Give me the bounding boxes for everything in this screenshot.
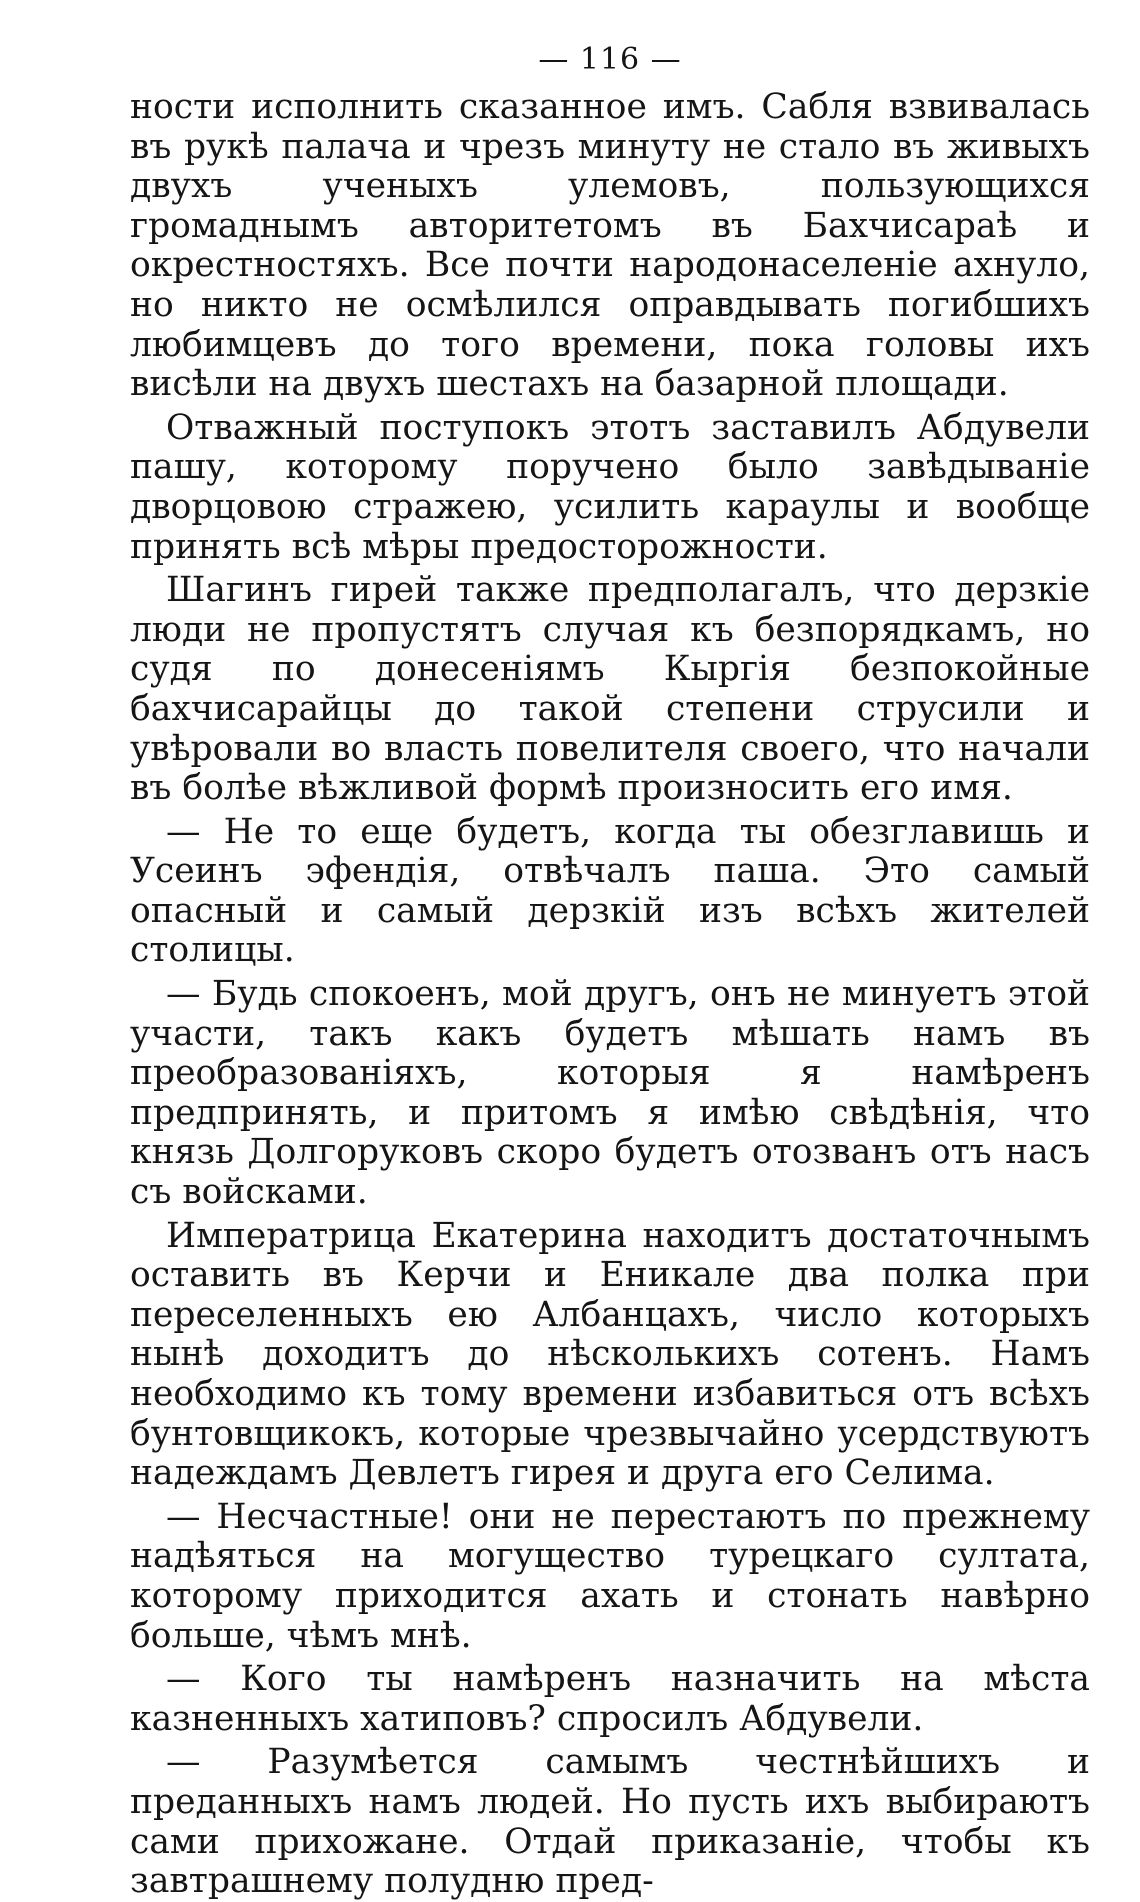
paragraph-continuation: ности исполнить сказанное имъ. Сабля взвивалась въ рукѣ палача и чрезъ минуту не стало въ живыхъ двухъ ученыхъ улемовъ, пользующихся громаднымъ авторитетомъ въ Бахчисараѣ и окрестностяхъ. Все почти народонаселеніе ахнуло, но никто не осмѣлился оправдывать погибшихъ любимцевъ до того времени, пока головы ихъ висѣли на двухъ шестахъ на базарной площади. [130, 87, 1090, 405]
paragraph: Отважный поступокъ этотъ заставилъ Абдувели пашу, которому поручено было завѣдываніе дворцовою стражею, усилить караулы и вообще принять всѣ мѣры предосторожности. [130, 407, 1090, 567]
paragraph: Императрица Екатерина находитъ достаточнымъ оставить въ Керчи и Еникале два полка при переселенныхъ ею Албанцахъ, число которыхъ нынѣ доходитъ до нѣсколькихъ сотенъ. Намъ необходимо къ тому времени избавиться отъ всѣхъ бунтовщикокъ, которые чрезвычайно усердствуютъ надеждамъ Девлетъ гирея и друга его Селима. [130, 1215, 1090, 1494]
book-page [130, 40, 1090, 1902]
dialogue-paragraph: — Разумѣется самымъ честнѣйшихъ и преданныхъ намъ людей. Но пусть ихъ выбираютъ сами прихожане. Отдай приказаніе, чтобы къ завтрашнему полудню пред- [130, 1742, 1090, 1902]
page-number: — 116 — [538, 42, 682, 77]
paragraph: Шагинъ гирей также предполагалъ, что дерзкіе люди не пропустятъ случая къ безпорядкамъ, но судя по донесеніямъ Кыргія безпокойные бахчисарайцы до такой степени струсили и увѣровали во власть повелителя своего, что начали въ болѣе вѣжливой формѣ произносить его имя. [130, 570, 1090, 809]
dialogue-paragraph: — Не то еще будетъ, когда ты обезглавишь и Усеинъ эфендія, отвѣчалъ паша. Это самый опасный и самый дерзкій изъ всѣхъ жителей столицы. [130, 811, 1090, 971]
dialogue-paragraph: — Будь спокоенъ, мой другъ, онъ не минуетъ этой участи, такъ какъ будетъ мѣшать намъ въ преобразованіяхъ, которыя я намѣренъ предпринять, и притомъ я имѣю свѣдѣнія, что князь Долгоруковъ скоро будетъ отозванъ отъ насъ съ войсками. [130, 974, 1090, 1213]
dialogue-paragraph: — Несчастные! они не перестаютъ по прежнему надѣяться на могущество турецкаго султата, которому приходится ахать и стонать навѣрно больше, чѣмъ мнѣ. [130, 1496, 1090, 1656]
page-body [130, 88, 1090, 1902]
dialogue-paragraph: — Кого ты намѣренъ назначить на мѣста казненныхъ хатиповъ? спросилъ Абдувели. [130, 1659, 1090, 1739]
